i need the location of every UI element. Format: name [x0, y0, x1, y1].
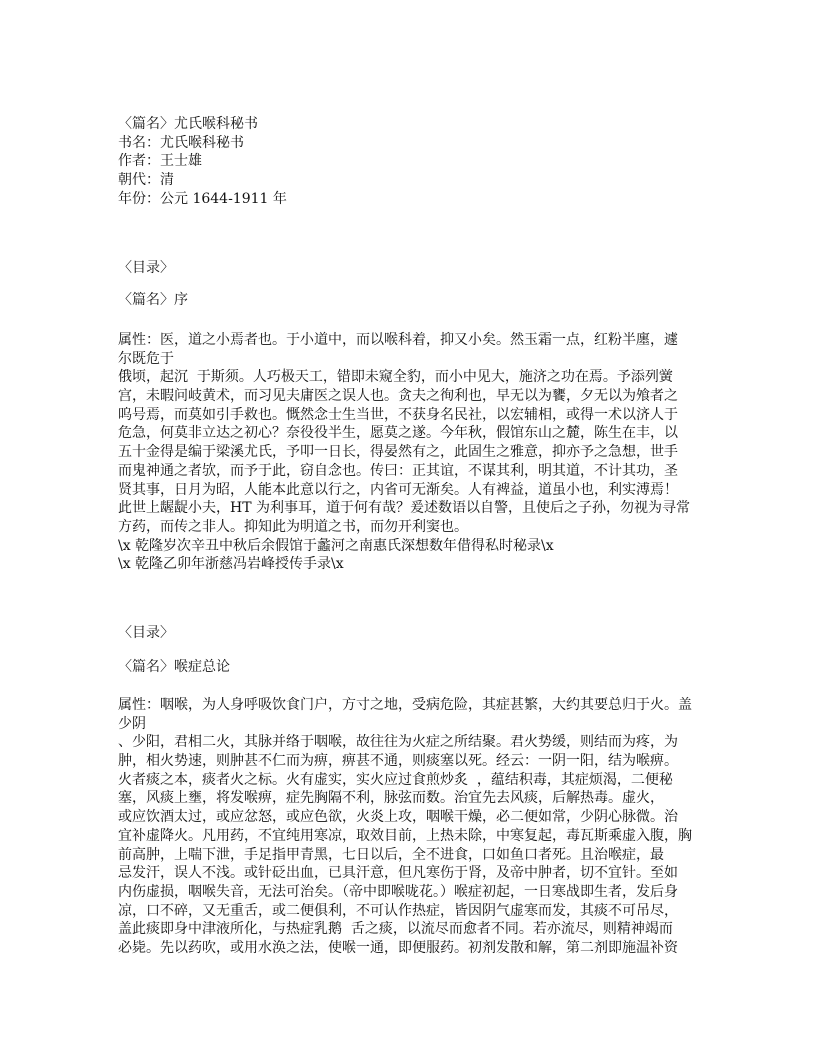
section-title-throat-overview: 〈篇名〉喉症总论 — [118, 659, 230, 675]
throat-overview-body — [118, 696, 708, 958]
text-line: 五十金得是编于梁溪尤氏，予叩一日长，得晏然有之，此固生之雅意，抑亦予之急想，世手 — [118, 444, 678, 461]
text-line: 内伤虚损，咽喉失音，无法可治矣。（帝中即喉咙花。）喉症初起，一日寒战即生者，发后身 — [118, 883, 678, 900]
text-line: 火者痰之本，痰者火之标。火有虚实，实火应过食煎炒炙 ，蕴结积毒，其症烦渴，二便秘 — [118, 771, 673, 788]
text-line: 宫，未暇问岐黄术，而习见夫庸医之误人也。贪夫之徇利也，早无以为饔，夕无以为飧者之 — [118, 388, 678, 405]
preface-body — [118, 331, 708, 574]
text-line: 少阴 — [118, 715, 146, 732]
text-line: 朝代：清 — [118, 172, 174, 189]
text-line: 贤其事，日月为昭，人能本此意以行之，内省可无渐矣。人有裨益，道虽小也，利实溥焉！ — [118, 481, 678, 498]
text-line: 〈篇名〉尤氏喉科秘书 — [118, 116, 258, 132]
book-header — [118, 115, 708, 208]
toc-heading: 〈目录〉 — [118, 260, 174, 276]
text-line: 盖此痰即身中津液所化，与热症乳鹅 舌之痰，以流尽而愈者不同。若亦流尽，则精神竭而 — [118, 921, 673, 938]
text-line: 凉，口不碎，又无重舌，或二便俱利，不可认作热症，皆因阴气虚寒而发，其痰不可吊尽， — [118, 902, 678, 919]
text-line: 危急，何莫非立达之初心？奈役役半生，愿莫之遂。今年秋，假馆东山之麓，陈生在丰，以 — [118, 425, 678, 442]
text-line: 作者：王士雄 — [118, 153, 202, 170]
toc-heading: 〈目录〉 — [118, 625, 174, 641]
text-line: 此世上龌龊小夫，HT 为利事耳，道于何有哉？爰述数语以自警，且使后之子孙，勿视为寻常 — [118, 500, 690, 517]
text-line: 必毙。先以药吹，或用水涣之法，使喉一通，即便服药。初剂发散和解，第二剂即施温补资 — [118, 939, 678, 956]
text-line: \x 乾隆岁次辛丑中秋后余假馆于蠡河之南惠氏深想数年借得私时秘录\x — [118, 537, 554, 554]
text-line: 宜补虚降火。凡用药，不宜纯用寒凉，取效目前，上热未除，中寒复起，毒瓦斯乘虚入腹，胸 — [118, 827, 692, 844]
text-line: 属性：咽喉，为人身呼吸饮食门户，方寸之地，受病危险，其症甚繁，大约其要总归于火。盖 — [118, 697, 692, 713]
text-line: 肿，相火势速，则肿甚不仁而为痹，痹甚不通，则痰塞以死。经云：一阴一阳，结为喉痹。 — [118, 753, 678, 770]
text-line: 尔既危于 — [118, 350, 174, 367]
text-line: 或应饮酒太过，或应忿怒，或应色欲，火炎上攻，咽喉干燥，必二便如常，少阴心脉微。治 — [118, 809, 678, 826]
text-line: 俄顷，起沉 于斯须。人巧极天工，错即未窥全豹，而小中见大，施济之功在焉。予添列黉 — [118, 369, 673, 386]
text-line: 属性：医，道之小焉者也。于小道中，而以喉科着，抑又小矣。然玉霜一点，红粉半廛，遽 — [118, 332, 678, 348]
text-line: 呜号焉，而莫如引手救也。慨然念士生当世，不获身名民社，以宏辅相，或得一术以济人于 — [118, 406, 678, 423]
text-line: 书名：尤氏喉科秘书 — [118, 134, 244, 151]
section-title-preface: 〈篇名〉序 — [118, 292, 188, 308]
text-line: 年份：公元 1644-1911 年 — [118, 190, 287, 207]
text-line: 而鬼神通之者欤，而予于此，窃自念也。传曰：正其谊，不谋其利，明其道，不计其功，圣 — [118, 462, 678, 479]
text-line: 塞，风痰上壅，将发喉痹，症先胸隔不利，脉弦而数。治宜先去风痰，后解热毒。虚火， — [118, 790, 664, 807]
text-line: 前高肿，上喘下泄，手足指甲青黑，七日以后，全不进食，口如鱼口者死。且治喉症，最 — [118, 846, 664, 863]
text-line: 方药，而传之非人。抑知此为明道之书，而勿开利窦也。 — [118, 518, 468, 535]
text-line: 忌发汗，误人不浅。或针砭出血，已具汗意，但凡寒伤于肾，及帝中肿者，切不宜针。至如 — [118, 865, 678, 882]
text-line: 、少阳，君相二火，其脉并络于咽喉，故往往为火症之所结聚。君火势缓，则结而为疼，为 — [118, 734, 678, 751]
text-line: \x 乾隆乙卯年浙慈冯岩峰授传手录\x — [118, 556, 344, 573]
